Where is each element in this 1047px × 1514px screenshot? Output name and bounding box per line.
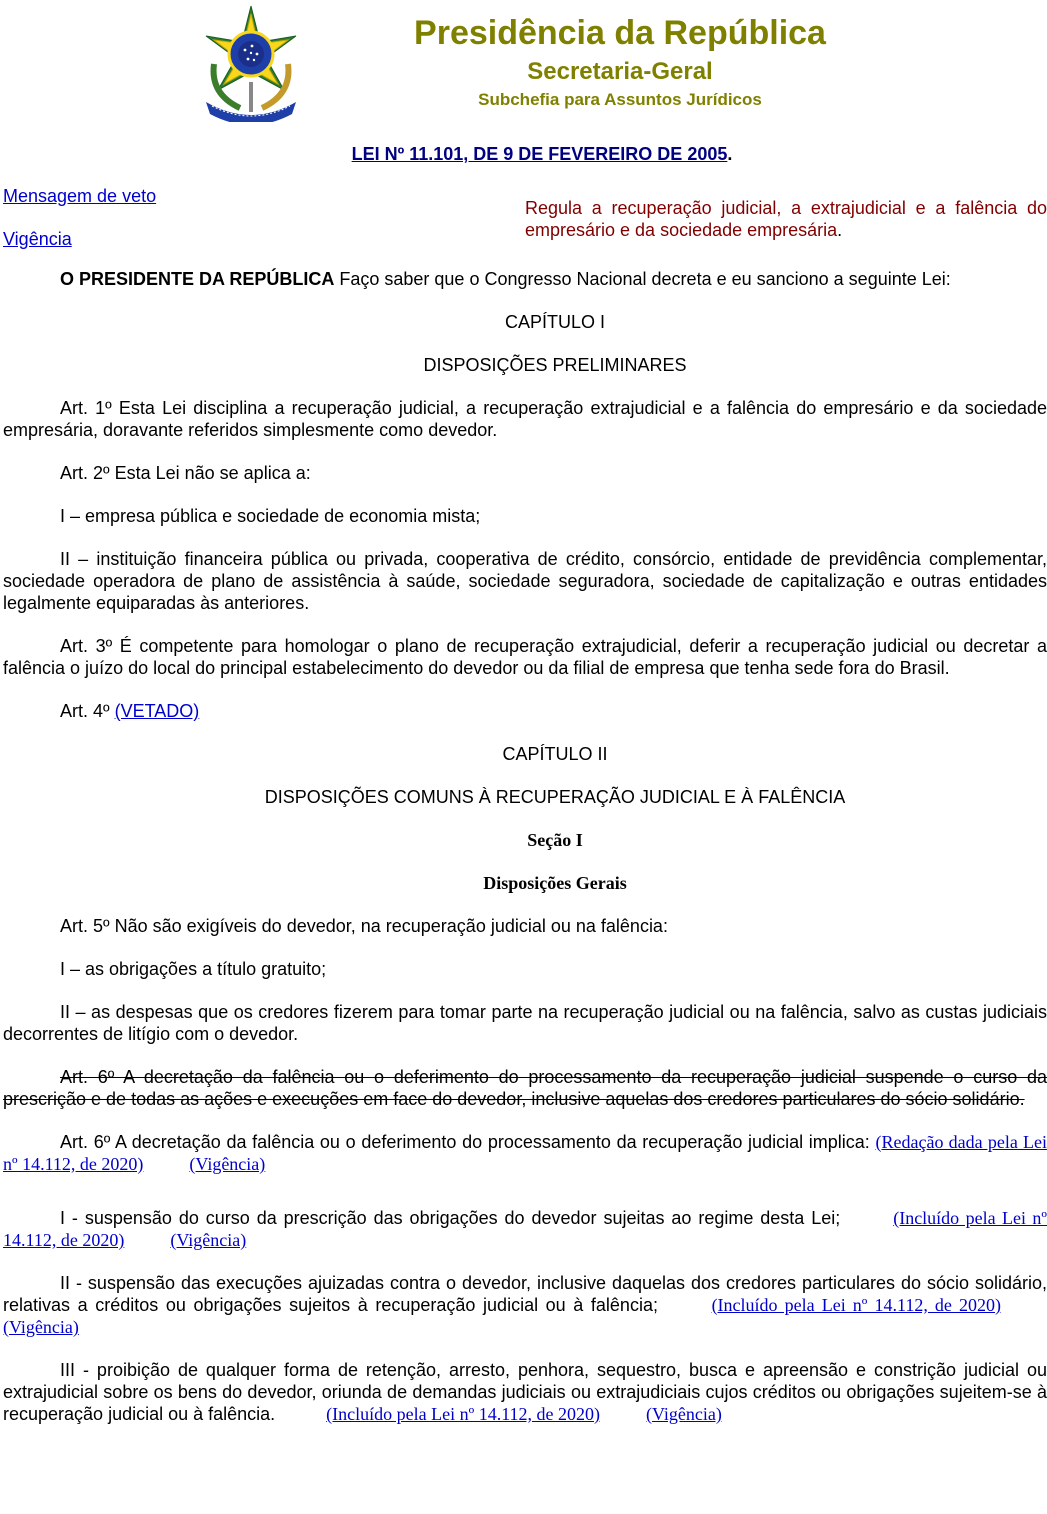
chapter-1-heading: CAPÍTULO I xyxy=(504,312,606,332)
vigencia-note-link[interactable]: (Vigência) xyxy=(646,1404,722,1424)
article-2-item-ii: II – instituição financeira pública ou privada, cooperativa de crédito, consórcio, entidade de previdência complementar, sociedade operadora de plano de assistência à saúde, sociedade seguradora, sociedade de capitalização e outras entidades legalmente equiparadas às anteriores. xyxy=(3,549,1047,613)
article-6-revoked: Art. 6º A decretação da falência ou o deferimento do processamento da recuperação judicial suspende o curso da prescrição e de todas as ações e execuções em face do devedor, inclusive aquelas dos credores particulares do sócio solidário. xyxy=(3,1067,1047,1109)
article-6-item-i-text: I - suspensão do curso da prescrição das obrigações do devedor sujeitas ao regime desta Lei; xyxy=(60,1208,848,1228)
article-6-item-ii-text: II - suspensão das execuções ajuizadas contra o devedor, inclusive daquelas dos credores particulares do sócio solidário, relativas a créditos ou obrigações sujeitos à recuperação judicial ou à falência; xyxy=(3,1273,1047,1315)
vetado-link[interactable]: (VETADO) xyxy=(114,701,200,721)
chapter-2-title: DISPOSIÇÕES COMUNS À RECUPERAÇÃO JUDICIAL E À FALÊNCIA xyxy=(264,787,846,807)
brasao-republica-icon xyxy=(200,4,302,122)
preamble-bold: O PRESIDENTE DA REPÚBLICA xyxy=(60,269,335,289)
article-5-item-ii: II – as despesas que os credores fizerem para tomar parte na recuperação judicial ou na falência, salvo as custas judiciais decorrentes de litígio com o devedor. xyxy=(3,1002,1047,1044)
chapter-2-heading: CAPÍTULO II xyxy=(502,744,608,764)
article-5-item-i: I – as obrigações a título gratuito; xyxy=(60,959,327,979)
org-subtitle: Secretaria-Geral xyxy=(527,58,713,85)
vigencia-note-link[interactable]: (Vigência) xyxy=(189,1154,266,1174)
article-1: Art. 1º Esta Lei disciplina a recuperação judicial, a recuperação extrajudicial e a falência do empresário e da sociedade empresária, doravante referidos simplesmente como devedor. xyxy=(3,398,1047,440)
incluido-link[interactable]: (Incluído pela Lei nº 14.112, de 2020) xyxy=(711,1295,1001,1315)
incluido-link[interactable]: (Incluído pela Lei nº 14.112, de 2020) xyxy=(326,1404,601,1424)
law-title-link[interactable]: LEI Nº 11.101, DE 9 DE FEVEREIRO DE 2005 xyxy=(351,144,728,164)
vigencia-note-link[interactable]: (Vigência) xyxy=(3,1317,79,1337)
article-6-item-ii xyxy=(3,1272,1047,1338)
article-4-prefix: Art. 4º xyxy=(60,701,115,721)
ementa-dot: . xyxy=(837,220,843,240)
article-2: Art. 2º Esta Lei não se aplica a: xyxy=(60,463,311,483)
article-4 xyxy=(3,700,1047,722)
article-6-text: Art. 6º A decretação da falência ou o deferimento do processamento da recuperação judicial implica: xyxy=(60,1132,876,1152)
redacao-link[interactable]: (Redação dada pela Lei nº 14.112, de 2020) xyxy=(3,1132,1047,1174)
preamble-text: Faço saber que o Congresso Nacional decreta e eu sanciono a seguinte Lei: xyxy=(334,269,951,289)
article-3: Art. 3º É competente para homologar o plano de recuperação extrajudicial, deferir a recuperação judicial ou decretar a falência o juízo do local do principal estabelecimento do devedor ou da filial de empresa que tenha sede fora do Brasil. xyxy=(3,636,1047,678)
preamble xyxy=(3,268,1047,290)
vigencia-note-link[interactable]: (Vigência) xyxy=(170,1230,247,1250)
incluido-link[interactable]: (Incluído pela Lei nº 14.112, de 2020) xyxy=(3,1208,1047,1250)
law-title xyxy=(0,144,1047,165)
ementa-text: Regula a recuperação judicial, a extrajudicial e a falência do empresário e da sociedade empresária xyxy=(525,198,1047,240)
vigencia-link[interactable]: Vigência xyxy=(3,229,72,249)
page-header xyxy=(0,0,1047,140)
law-body xyxy=(3,268,1047,1446)
article-6-item-iii xyxy=(3,1359,1047,1425)
article-6-item-iii-text: III - proibição de qualquer forma de retenção, arresto, penhora, sequestro, busca e apreensão e constrição judicial ou extrajudicial sobre os bens do devedor, oriunda de demandas judiciais ou extrajudiciais cujos créditos ou obrigações sujeitem-se à recuperação judicial ou à falência. xyxy=(3,1360,1047,1424)
article-6 xyxy=(3,1131,1047,1175)
article-6-item-i xyxy=(3,1207,1047,1251)
section-1-title: Disposições Gerais xyxy=(483,873,627,893)
org-title: Presidência da República xyxy=(414,14,826,52)
chapter-1-title: DISPOSIÇÕES PRELIMINARES xyxy=(423,355,687,375)
veto-message-link[interactable]: Mensagem de veto xyxy=(3,186,157,206)
side-links xyxy=(3,186,156,250)
section-1-heading: Seção I xyxy=(527,830,583,850)
org-department: Subchefia para Assuntos Jurídicos xyxy=(478,90,762,109)
article-5: Art. 5º Não são exigíveis do devedor, na recuperação judicial ou na falência: xyxy=(60,916,668,936)
law-title-dot: . xyxy=(727,144,733,164)
ementa xyxy=(525,197,1047,241)
article-2-item-i: I – empresa pública e sociedade de economia mista; xyxy=(60,506,481,526)
